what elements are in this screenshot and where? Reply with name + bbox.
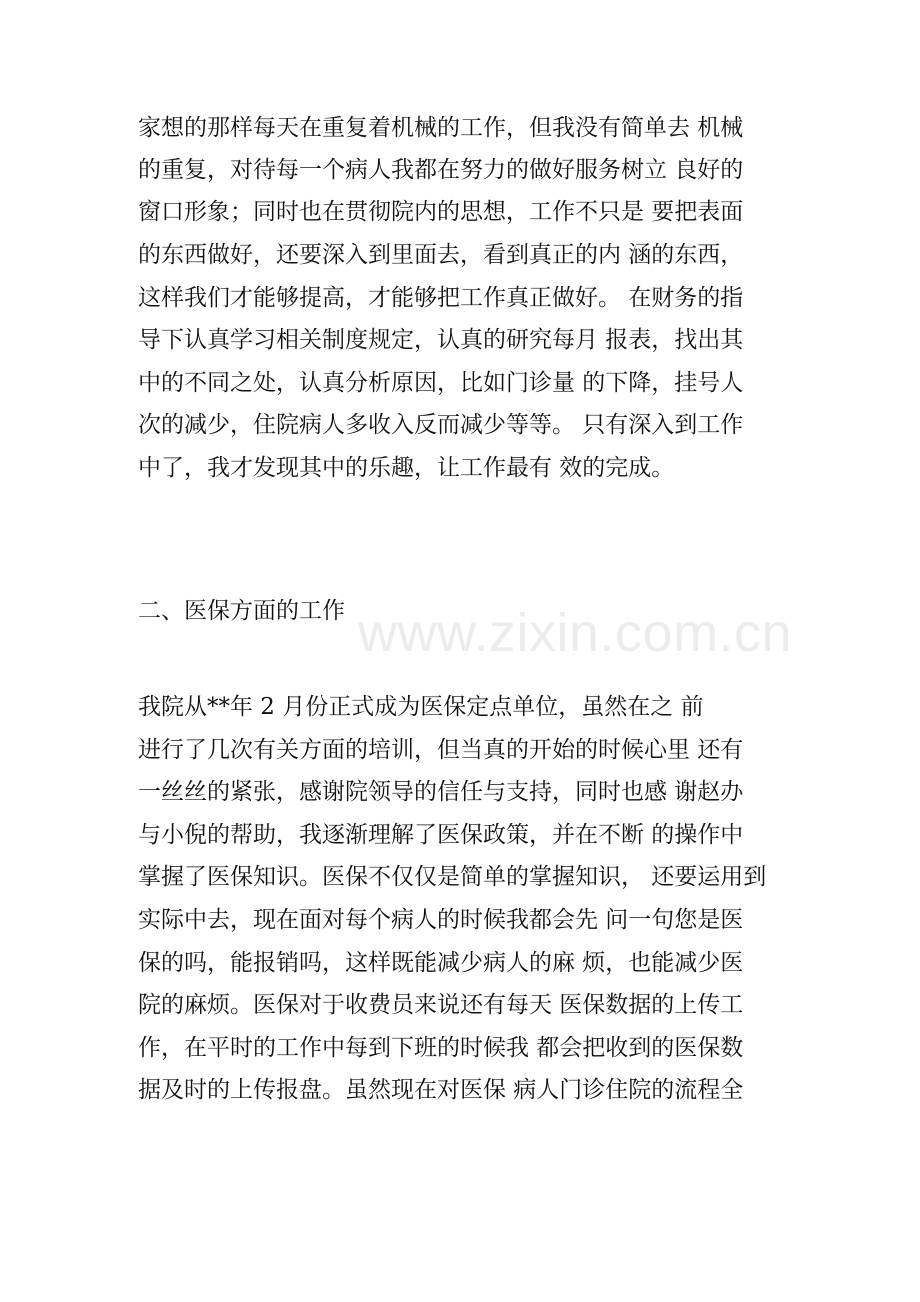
paragraph-line: 次的减少，住院病人多收入反而减少等等。 只有深入到工作	[138, 412, 744, 438]
paragraph-line: 与小倪的帮助，我逐渐理解了医保政策，并在不断 的操作中	[138, 822, 744, 848]
paragraph-line: 窗口形象；同时也在贯彻院内的思想，工作不只是 要把表面	[138, 199, 744, 225]
watermark-text: www.zixin.com.cn	[358, 603, 793, 663]
paragraph-line: 家想的那样每天在重复着机械的工作，但我没有简单去 机械	[138, 115, 744, 141]
paragraph-line	[138, 492, 798, 528]
paragraph-line: 的东西做好，还要深入到里面去，看到真正的内 涵的东西，	[138, 242, 744, 268]
paragraph-line: 中了，我才发现其中的乐趣，让工作最有 效的完成。	[138, 455, 675, 481]
paragraph-line: 实际中去，现在面对每个病人的时候我都会先 问一句您是医	[138, 907, 744, 933]
paragraph-line: 一丝丝的紧张，感谢院领导的信任与支持，同时也感 谢赵办	[138, 779, 744, 805]
paragraph-line: 院的麻烦。医保对于收费员来说还有每天 医保数据的上传工	[138, 992, 744, 1018]
paragraph-line: 保的吗，能报销吗，这样既能减少病人的麻 烦，也能减少医	[138, 950, 744, 976]
paragraph-line: 我院从**年 2 月份正式成为医保定点单位，虽然在之 前	[138, 694, 704, 720]
paragraph-line: 掌握了医保知识。医保不仅仅是简单的掌握知识， 还要运用到	[138, 864, 767, 890]
paragraph-line: 据及时的上传报盘。虽然现在对医保 病人门诊住院的流程全	[138, 1077, 744, 1103]
paragraph-line: 的重复，对待每一个病人我都在努力的做好服务树立 良好的	[138, 157, 744, 183]
section-heading: 二、医保方面的工作	[138, 598, 345, 624]
paragraph-line: 导下认真学习相关制度规定，认真的研究每月 报表，找出其	[138, 327, 744, 353]
paragraph-line: 这样我们才能够提高，才能够把工作真正做好。 在财务的指	[138, 285, 744, 311]
paragraph-line: 作，在平时的工作中每到下班的时候我 都会把收到的医保数	[138, 1035, 744, 1061]
paragraph-line: 进行了几次有关方面的培训，但当真的开始的时候心里 还有	[138, 737, 744, 763]
paragraph-line: 中的不同之处，认真分析原因，比如门诊量 的下降，挂号人	[138, 370, 744, 396]
